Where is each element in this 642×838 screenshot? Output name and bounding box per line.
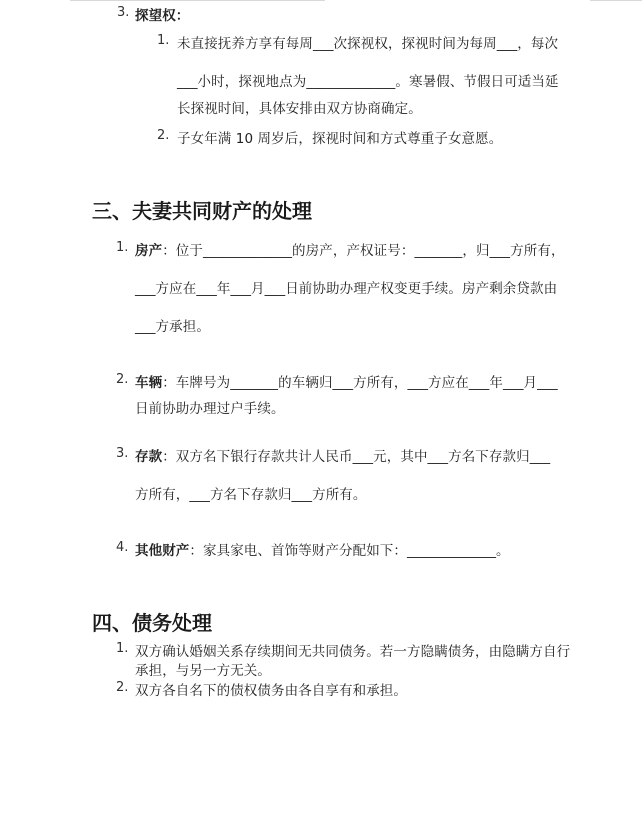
section-heading: 四、债务处理 bbox=[92, 611, 212, 635]
list-number: 3. bbox=[117, 5, 130, 20]
list-item-text-line: ___方应在___年___月___日前协助办理产权变更手续。房产剩余贷款由 bbox=[135, 281, 558, 297]
list-number: 2. bbox=[116, 680, 129, 695]
item-title: 探望权： bbox=[135, 8, 190, 24]
item-text: ：双方名下银行存款共计人民币___元，其中___方名下存款归___ bbox=[162, 449, 551, 465]
list-number: 1. bbox=[116, 240, 129, 255]
item-text: ：位于_____________的房产，产权证号：_______，归___方所有， bbox=[162, 243, 565, 259]
sub-list-number: 1. bbox=[157, 33, 170, 48]
item-title: 其他财产 bbox=[135, 543, 190, 559]
list-number: 4. bbox=[116, 540, 129, 555]
list-item-text-line: 双方确认婚姻关系存续期间无共同债务。若一方隐瞒债务，由隐瞒方自行 bbox=[135, 644, 571, 660]
list-item-text-line: 日前协助办理过户手续。 bbox=[135, 401, 285, 417]
item-title: 房产 bbox=[135, 243, 163, 259]
sub-item-text-line: ___小时，探视地点为_____________。寒暑假、节假日可适当延 bbox=[177, 74, 559, 90]
list-item-text-line: 双方各自名下的债权债务由各自享有和承担。 bbox=[135, 683, 407, 699]
item-title: 存款 bbox=[135, 449, 163, 465]
list-item-text-line bbox=[135, 539, 510, 559]
list-number: 3. bbox=[116, 446, 129, 461]
list-item-text-line: ___方承担。 bbox=[135, 319, 210, 335]
item-text: ：家具家电、首饰等财产分配如下：_____________。 bbox=[189, 543, 510, 559]
sub-item-text-line: 未直接抚养方享有每周___次探视权，探视时间为每周___，每次 bbox=[177, 36, 559, 52]
list-item-text-line: 方所有，___方名下存款归___方所有。 bbox=[135, 487, 367, 503]
item-title: 车辆 bbox=[135, 375, 163, 391]
list-item-text-line bbox=[135, 445, 550, 465]
sub-item-text-line: 子女年满 10 周岁后，探视时间和方式尊重子女意愿。 bbox=[177, 131, 503, 147]
section-heading: 三、夫妻共同财产的处理 bbox=[92, 199, 312, 223]
item-text: ：车牌号为_______的车辆归___方所有，___方应在___年___月___ bbox=[162, 375, 558, 391]
list-item-text-line: 承担，与另一方无关。 bbox=[135, 663, 271, 679]
page-top-border-left bbox=[70, 0, 325, 1]
sub-item-text-line: 长探视时间，具体安排由双方协商确定。 bbox=[177, 101, 422, 117]
list-number: 1. bbox=[116, 641, 129, 656]
sub-list-number: 2. bbox=[157, 128, 170, 143]
list-item-text-line bbox=[135, 371, 558, 391]
page-top-border-right bbox=[590, 0, 642, 1]
list-item-text-line bbox=[135, 239, 565, 259]
list-number: 2. bbox=[116, 372, 129, 387]
